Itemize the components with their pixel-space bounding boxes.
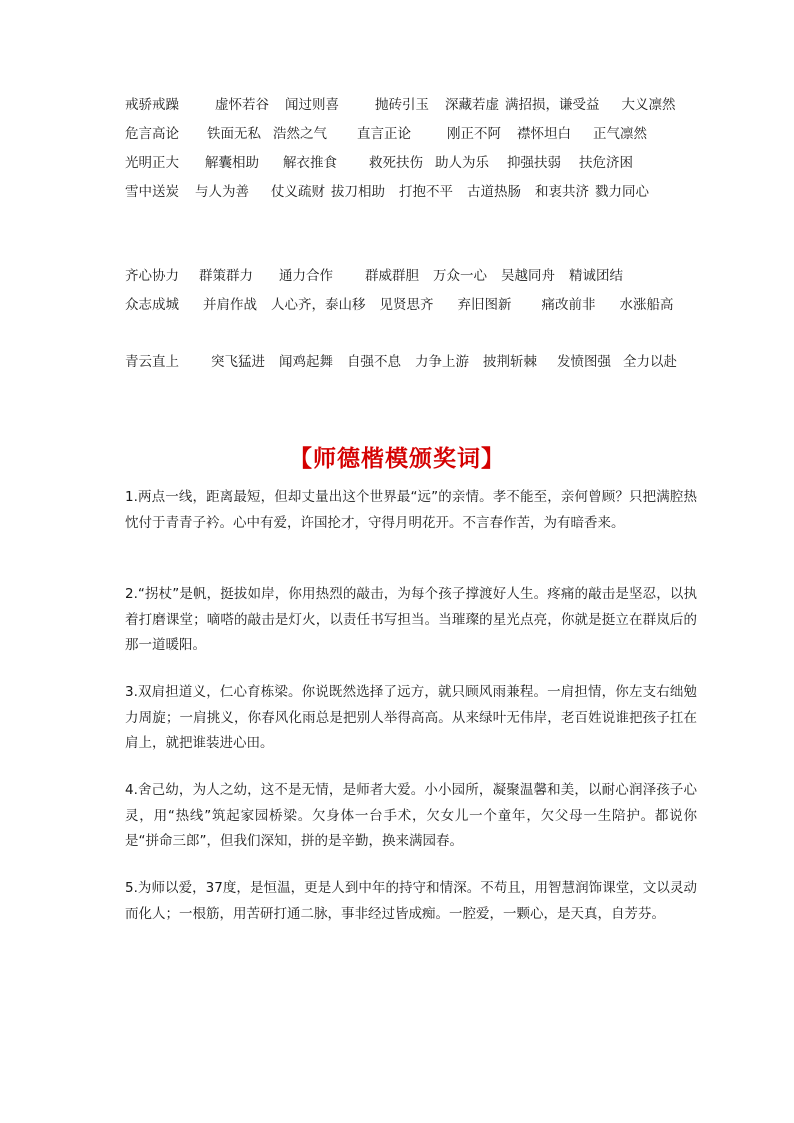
idiom-row-4 bbox=[125, 178, 705, 207]
idiom-row-3 bbox=[125, 149, 705, 178]
paragraph-1: 1.两点一线，距离最短，但却丈量出这个世界最“远”的亲情。孝不能至，亲何曾顾？只把满腔热忱付于青青子衿。心中有爱，许国抡才，守得月明花开。不言春作苦，为有暗香来。 bbox=[125, 489, 697, 531]
idiom: 仗义疏财 bbox=[271, 184, 325, 200]
idiom-list-2 bbox=[125, 262, 705, 320]
idiom: 光明正大 bbox=[125, 155, 179, 171]
idiom: 披荆斩棘 bbox=[483, 354, 537, 370]
idiom: 扶危济困 bbox=[579, 155, 633, 171]
idiom: 救死扶伤 bbox=[369, 155, 423, 171]
idiom: 正气凛然 bbox=[593, 126, 647, 142]
idiom: 全力以赴 bbox=[623, 354, 677, 370]
idiom: 打抱不平 bbox=[399, 184, 453, 200]
idiom: 万众一心 bbox=[433, 268, 487, 284]
idiom-row-6 bbox=[125, 291, 705, 320]
idiom: 解囊相助 bbox=[205, 155, 259, 171]
idiom: 与人为善 bbox=[195, 184, 249, 200]
idiom: 拔刀相助 bbox=[331, 184, 385, 200]
idiom: 突飞猛进 bbox=[211, 354, 265, 370]
idiom: 通力合作 bbox=[279, 268, 333, 284]
idiom: 深藏若虚 bbox=[445, 97, 499, 113]
idiom: 自强不息 bbox=[347, 354, 401, 370]
idiom: 戮力同心 bbox=[595, 184, 649, 200]
idiom: 襟怀坦白 bbox=[517, 126, 571, 142]
section-title: 【师德楷模颁奖词】 bbox=[289, 446, 505, 472]
idiom: 闻鸡起舞 bbox=[279, 354, 333, 370]
idiom: 众志成城 bbox=[125, 297, 179, 313]
paragraph-3: 3.双肩担道义，仁心育栋梁。你说既然选择了远方，就只顾风雨兼程。一肩担情，你左支右绌勉力周旋；一肩挑义，你春风化雨总是把别人举得高高。从来绿叶无伟岸，老百姓说谁把孩子扛在肩上，就把谁装进心田。 bbox=[125, 684, 697, 751]
idiom: 群威群胆 bbox=[365, 268, 419, 284]
idiom: 满招损，谦受益 bbox=[505, 97, 600, 113]
idiom: 痛改前非 bbox=[541, 297, 596, 313]
paragraph-5: 5.为师以爱，37度，是恒温，更是人到中年的持守和情深。不苟且，用智慧润饰课堂，文以灵动而化人；一根筋，用苦研打通二脉，事非经过皆成痴。一腔爱，一颗心，是天真，自芳芬。 bbox=[125, 880, 697, 922]
idiom-row-2 bbox=[125, 120, 705, 149]
idiom-list-3 bbox=[125, 348, 705, 377]
idiom: 青云直上 bbox=[125, 354, 179, 370]
paragraph-4: 4.舍己幼，为人之幼，这不是无情，是师者大爱。小小园所，凝聚温馨和美，以耐心润泽孩子心灵，用“热线”筑起家园桥梁。欠身体一台手术，欠女儿一个童年，欠父母一生陪护。都说你是“拼命三郎”，但我们深知，拼的是辛勤，换来满园春。 bbox=[125, 782, 697, 849]
idiom: 弃旧图新 bbox=[457, 297, 512, 313]
idiom: 人心齐，泰山移 bbox=[271, 297, 366, 313]
idiom: 古道热肠 bbox=[467, 184, 521, 200]
idiom: 发愤图强 bbox=[557, 354, 611, 370]
idiom: 水涨船高 bbox=[619, 297, 674, 313]
idiom: 解衣推食 bbox=[283, 155, 337, 171]
idiom: 闻过则喜 bbox=[285, 97, 339, 113]
idiom-row-1 bbox=[125, 91, 705, 120]
paragraph-2: 2.“拐杖”是帆，挺拔如岸，你用热烈的敲击，为每个孩子撑渡好人生。疼痛的敲击是坚忍，以执着打磨课堂；嘀嗒的敲击是灯火，以责任书写担当。当璀璨的星光点亮，你就是挺立在群岚后的那一道暖阳。 bbox=[125, 586, 697, 653]
idiom-row-7 bbox=[125, 348, 705, 377]
idiom: 抑强扶弱 bbox=[507, 155, 561, 171]
idiom: 雪中送炭 bbox=[125, 184, 179, 200]
idiom: 铁面无私 bbox=[207, 126, 261, 142]
idiom: 刚正不阿 bbox=[447, 126, 501, 142]
idiom: 吴越同舟 bbox=[501, 268, 555, 284]
idiom: 大义凛然 bbox=[621, 97, 676, 113]
idiom-list bbox=[125, 91, 705, 207]
idiom: 虚怀若谷 bbox=[215, 97, 269, 113]
idiom: 和衷共济 bbox=[535, 184, 589, 200]
idiom: 精诚团结 bbox=[569, 268, 623, 284]
idiom: 并肩作战 bbox=[203, 297, 257, 313]
idiom: 危言高论 bbox=[125, 126, 179, 142]
idiom: 抛砖引玉 bbox=[375, 97, 429, 113]
idiom: 直言正论 bbox=[357, 126, 411, 142]
idiom: 戒骄戒躁 bbox=[125, 97, 179, 113]
idiom: 浩然之气 bbox=[273, 126, 327, 142]
idiom: 见贤思齐 bbox=[379, 297, 434, 313]
idiom: 助人为乐 bbox=[435, 155, 489, 171]
idiom: 群策群力 bbox=[199, 268, 253, 284]
idiom: 力争上游 bbox=[415, 354, 469, 370]
idiom-row-5 bbox=[125, 262, 705, 291]
idiom: 齐心协力 bbox=[125, 268, 179, 284]
